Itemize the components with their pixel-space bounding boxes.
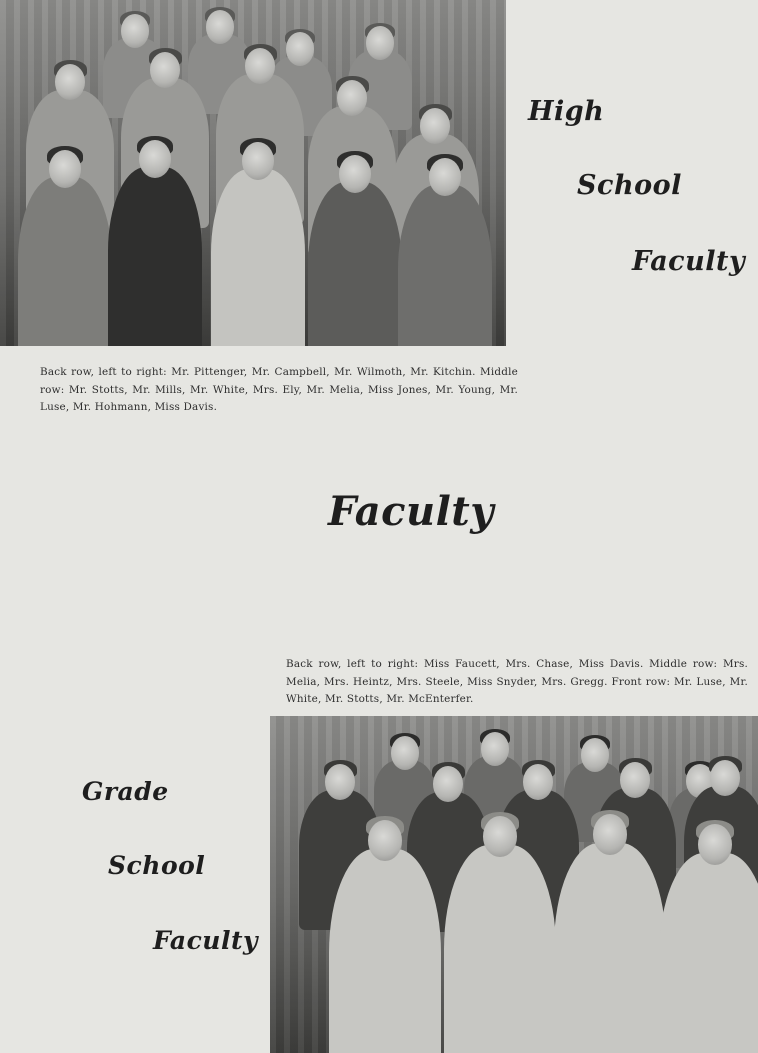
high-school-title-line-2: School (577, 170, 682, 201)
grade-school-title-line-1: Grade (82, 777, 169, 806)
grade-school-title-line-3: Faculty (153, 926, 259, 955)
grade-school-faculty-photo (270, 716, 758, 1053)
high-school-photo-caption: Back row, left to right: Mr. Pittenger, Mr. Campbell, Mr. Wilmoth, Mr. Kitchin. Middle row: Mr. Stotts, Mr. Mills, Mr. White, Mrs. Ely, Mr. Melia, Miss Jones, Mr. Young, Mr. Luse, Mr. Hohmann, Miss Davis. (40, 366, 518, 413)
high-school-title-line-1: High (528, 96, 605, 127)
grade-school-title-line-2: School (108, 851, 206, 880)
grade-school-photo-caption: Back row, left to right: Miss Faucett, Mrs. Chase, Miss Davis. Middle row: Mrs. Melia, Mrs. Heintz, Mrs. Steele, Miss Snyder, Mrs. Gregg. Front row: Mr. Luse, Mr. White, Mr. Stotts, Mr. McEnterfer. (286, 658, 748, 705)
high-school-title-line-3: Faculty (632, 246, 746, 277)
page-title: Faculty (328, 488, 494, 535)
high-school-faculty-photo (0, 0, 506, 346)
